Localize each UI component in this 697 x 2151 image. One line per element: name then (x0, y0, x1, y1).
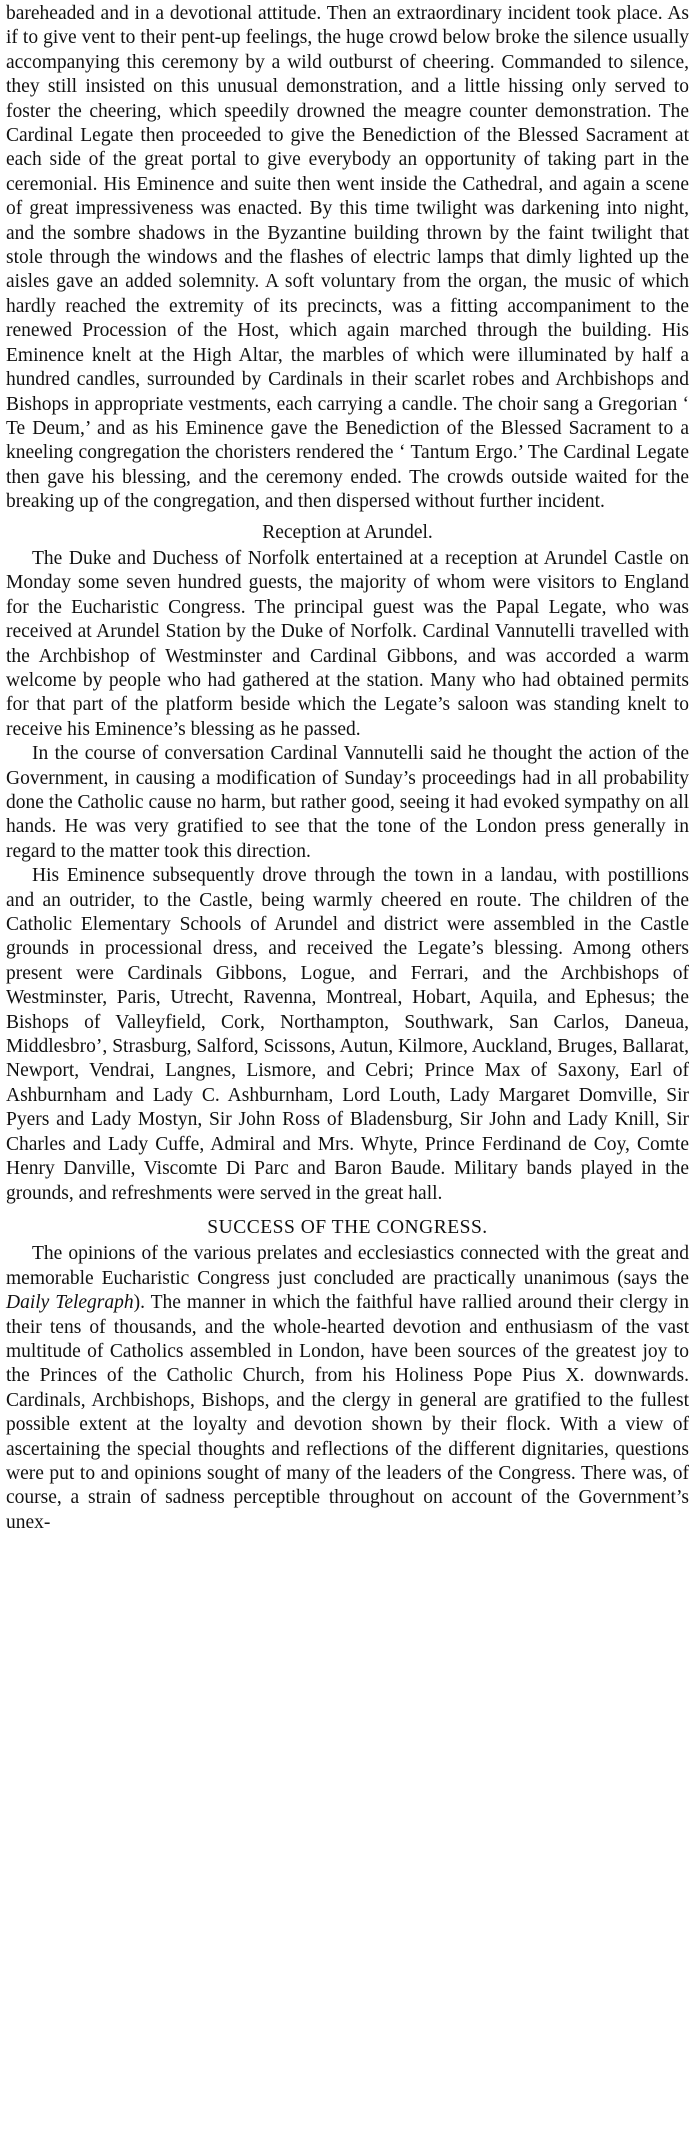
paragraph-vannutelli-conversation: In the course of conversation Cardinal Vannutelli said he thought the action of the Government, in causing a modification of Sunday’s proceedings had in all probability done the Catholic cause no harm, but rather good, seeing it had evoked sympathy on all hands. He was very gratified to see that the tone of the London press generally in regard to the matter took this direction. (6, 743, 689, 862)
paragraph-congress-success-rest: ). The manner in which the faithful have rallied around their clergy in their tens of thousands, and the whole-hearted devotion and enthusiasm of the vast multitude of Catholics assembled in London, have been sources of the greatest joy to the Princes of the Catholic Church, from his Holiness Pope Pius X. downwards. Cardinals, Archbishops, Bishops, and the clergy in general are gratified to the fullest possible extent at the loyalty and devotion shown by their flock. With a view of ascertaining the special thoughts and reflections of the different dignitaries, questions were put to and opinions sought of many of the leaders of the Congress. There was, of course, a strain of sadness perceptible throughout on account of the Government’s unex- (6, 1292, 689, 1533)
section-heading-success: SUCCESS OF THE CONGRESS. (207, 1216, 488, 1238)
newspaper-title: Daily Telegraph (6, 1292, 134, 1314)
paragraph-congress-success (6, 1242, 689, 1535)
section-heading-reception: Reception at Arundel. (262, 521, 433, 543)
paragraph-arundel-reception: The Duke and Duchess of Norfolk entertained at a reception at Arundel Castle on Monday some seven hundred guests, the majority of whom were visitors to England for the Eucharistic Congress. The principal guest was the Papal Legate, who was received at Arundel Station by the Duke of Norfolk. Cardinal Vannutelli travelled with the Archbishop of Westminster and Cardinal Gibbons, and was accorded a warm welcome by people who had gathered at the station. Many who had obtained permits for that part of the platform beside which the Legate’s saloon was standing knelt to receive his Eminence’s blessing as he passed. (6, 547, 689, 740)
paragraph-congress-success-start: The opinions of the various prelates and ecclesiastics connected with the great and memorable Eucharistic Congress just concluded are practically unanimous (says the (6, 1243, 689, 1289)
paragraph-cathedral-ceremony: bareheaded and in a devotional attitude. Then an extraordinary incident took place. As if to give vent to their pent-up feelings, the huge crowd below broke the silence usually accompanying this ceremony by a wild outburst of cheering. Commanded to silence, they still insisted on this unusual demonstration, and a little hissing only served to foster the cheering, which speedily drowned the meagre counter demonstration. The Cardinal Legate then proceeded to give the Benediction of the Blessed Sacrament at each side of the great portal to give everybody an opportunity of taking part in the ceremonial. His Eminence and suite then went inside the Cathedral, and again a scene of great impressiveness was enacted. By this time twilight was darkening into night, and the sombre shadows in the Byzantine building thrown by the faint twilight that stole through the windows and the flashes of electric lamps that dimly lighted up the aisles gave an added solemnity. A soft voluntary from the organ, the music of which hardly reached the extremity of its precincts, was a fitting accompaniment to the renewed Procession of the Host, which again marched through the building. His Eminence knelt at the High Altar, the marbles of which were illuminated by half a hundred candles, surrounded by Cardinals in their scarlet robes and Archbishops and Bishops in appropriate vestments, each carrying a candle. The choir sang a Gregorian ‘ Te Deum,’ and as his Eminence gave the Benediction of the Blessed Sacrament to a kneeling congregation the choristers rendered the ‘ Tantum Ergo.’ The Cardinal Legate then gave his blessing, and the ceremony ended. The crowds outside waited for the breaking up of the congregation, and then dispersed without further incident. (6, 3, 689, 513)
paragraph-guests-list: His Eminence subsequently drove through the town in a landau, with postillions and an outrider, to the Castle, being warmly cheered en route. The children of the Catholic Elementary Schools of Arundel and district were assembled in the Castle grounds in processional dress, and received the Legate’s blessing. Among others present were Cardinals Gibbons, Logue, and Ferrari, and the Archbishops of Westminster, Paris, Utrecht, Ravenna, Montreal, Hobart, Aquila, and Ephesus; the Bishops of Valleyfield, Cork, Northampton, Southwark, San Carlos, Daneua, Middlesbro’, Strasburg, Salford, Scissons, Autun, Kilmore, Auckland, Bruges, Ballarat, Newport, Vendrai, Langnes, Lismore, and Cebri; Prince Max of Saxony, Earl of Ashburnham and Lady C. Ashburnham, Lord Louth, Lady Margaret Domville, Sir Pyers and Lady Mostyn, Sir John Ross of Bladensburg, Sir John and Lady Knill, Sir Charles and Lady Cuffe, Admiral and Mrs. Whyte, Prince Ferdinand de Coy, Comte Henry Danville, Viscomte Di Parc and Baron Baude. Military bands played in the grounds, and refreshments were served in the great hall. (6, 865, 689, 1204)
